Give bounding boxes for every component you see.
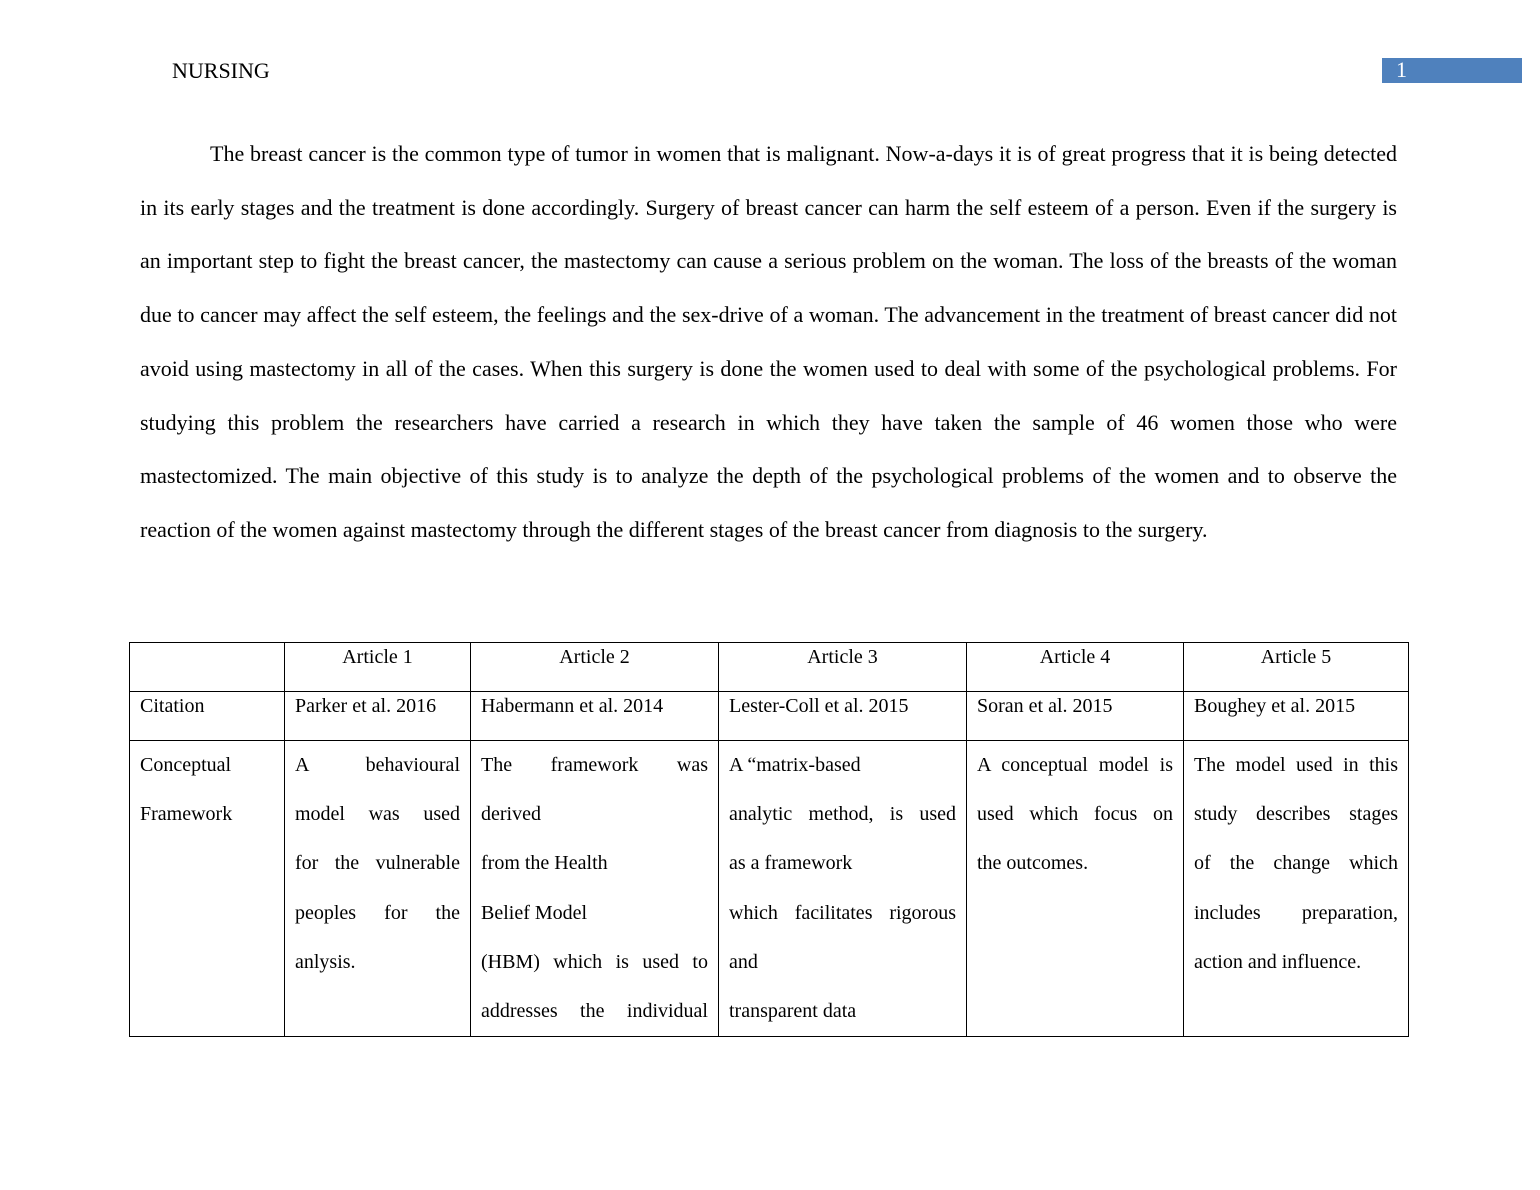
cell-line: study describes stages — [1194, 803, 1398, 826]
cell-line: and — [729, 950, 758, 973]
column-header-article-1: Article 1 — [285, 643, 471, 692]
cell-line: includes preparation, — [1194, 901, 1398, 924]
cell-line: used which focus on — [977, 803, 1173, 826]
cell-line: action and influence. — [1194, 950, 1362, 973]
cell-line: of the change which — [1194, 852, 1398, 875]
cell-line: transparent data — [729, 1000, 857, 1023]
table-row-conceptual-framework — [130, 741, 1409, 1037]
table-header-row — [130, 643, 1409, 692]
table-row-citation — [130, 692, 1409, 741]
column-header-article-2: Article 2 — [471, 643, 719, 692]
cell-line: The model used in this — [1194, 754, 1398, 776]
cell-line: Belief Model — [481, 901, 588, 924]
running-head: NURSING — [172, 58, 270, 83]
framework-article-5 — [1184, 741, 1409, 1037]
body-paragraph: The breast cancer is the common type of tumor in women that is malignant. Now-a-days it is of great progress that it is being detected in its early stages and the treatment is done accordingly. Surgery of breast cancer can harm the self esteem of a person. Even if the surgery is an important step to fight the breast cancer, the mastectomy can cause a serious problem on the woman. The loss of the breasts of the woman due to cancer may affect the self esteem, the feelings and the sex-drive of a woman. The advancement in the treatment of breast cancer did not avoid using mastectomy in all of the cases. When this surgery is done the women used to deal with some of the psychological problems. For studying this problem the researchers have carried a research in which they have taken the sample of 46 women those who were mastectomized. The main objective of this study is to analyze the depth of the psychological problems of the women and to observe the reaction of the women against mastectomy through the different stages of the breast cancer from diagnosis to the surgery. — [140, 141, 1397, 542]
column-header-article-3: Article 3 — [719, 643, 967, 692]
cell-line: A behavioural — [295, 754, 460, 776]
cell-line: for the vulnerable — [295, 852, 460, 875]
framework-article-1 — [285, 741, 471, 1037]
cell-line: anlysis. — [295, 950, 356, 973]
header-corner-cell — [130, 643, 285, 692]
cell-line: analytic method, is used — [729, 803, 956, 826]
cell-line: A conceptual model is — [977, 754, 1173, 776]
comparison-table — [129, 642, 1409, 1037]
framework-label-line: Conceptual — [140, 754, 232, 776]
citation-article-2: Habermann et al. 2014 — [471, 692, 719, 741]
citation-article-3: Lester-Coll et al. 2015 — [719, 692, 967, 741]
cell-line: (HBM) which is used to — [481, 950, 708, 973]
framework-article-4 — [967, 741, 1184, 1037]
citation-article-5: Boughey et al. 2015 — [1184, 692, 1409, 741]
framework-article-3 — [719, 741, 967, 1037]
cell-line: The framework was — [481, 754, 708, 776]
cell-line: derived — [481, 803, 541, 826]
cell-line: addresses the individual — [481, 1000, 708, 1023]
column-header-article-4: Article 4 — [967, 643, 1184, 692]
page-number-bar — [1382, 58, 1522, 83]
citation-article-1: Parker et al. 2016 — [285, 692, 471, 741]
page-number: 1 — [1396, 57, 1407, 82]
cell-line: as a framework — [729, 852, 853, 875]
cell-line: the outcomes. — [977, 852, 1089, 875]
citation-label: Citation — [130, 692, 285, 741]
framework-article-2 — [471, 741, 719, 1037]
cell-line: A “matrix-based — [729, 754, 861, 776]
cell-line: from the Health — [481, 852, 608, 875]
framework-label-line: Framework — [140, 803, 233, 826]
citation-article-4: Soran et al. 2015 — [967, 692, 1184, 741]
column-header-article-5: Article 5 — [1184, 643, 1409, 692]
framework-label — [130, 741, 285, 1037]
cell-line: peoples for the — [295, 901, 460, 924]
cell-line: which facilitates rigorous — [729, 901, 956, 924]
cell-line: model was used — [295, 803, 460, 826]
